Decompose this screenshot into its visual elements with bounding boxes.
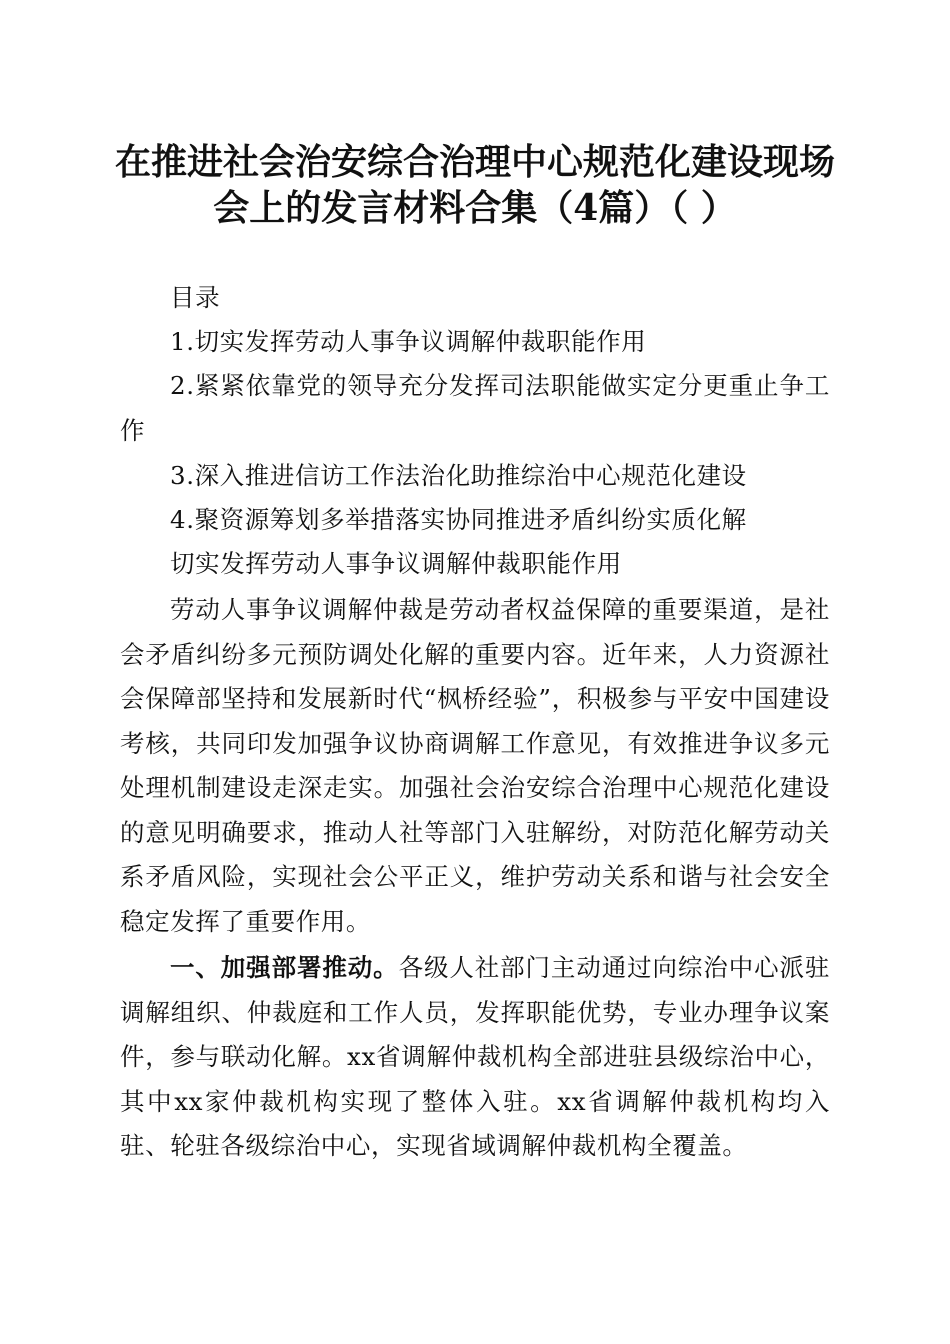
document-title-line-1: 在推进社会治安综合治理中心规范化建设现场: [114, 141, 835, 183]
paragraph-2: [120, 946, 830, 1169]
paragraph-1: 劳动人事争议调解仲裁是劳动者权益保障的重要渠道，是社会矛盾纠纷多元预防调处化解的重要内容。近年来，人力资源社会保障部坚持和发展新时代“枫桥经验”，积极参与平安中国建设考核，共同印发加强争议协商调解工作意见，有效推进争议多元处理机制建设走深走实。加强社会治安综合治理中心规范化建设的意见明确要求，推动人社等部门入驻解纷，对防范化解劳动关系矛盾风险，实现社会公平正义，维护劳动关系和谐与社会安全稳定发挥了重要作用。: [120, 595, 830, 936]
toc-item-4: 4.聚资源筹划多举措落实协同推进矛盾纠纷实质化解: [170, 505, 747, 534]
paragraph-2-body: 各级人社部门主动通过向综治中心派驻调解组织、仲裁庭和工作人员，发挥职能优势，专业办理争议案件，参与联动化解。xx省调解仲裁机构全部进驻县级综治中心，其中xx家仲裁机构实现了整体入驻。xx省调解仲裁机构均入驻、轮驻各级综治中心，实现省域调解仲裁机构全覆盖。: [120, 953, 830, 1160]
toc-heading: 目录: [170, 283, 221, 312]
toc-item-2: 2.紧紧依靠党的领导充分发挥司法职能做实定分更重止争工作: [120, 371, 830, 445]
document-title-line-2: 会上的发言材料合集（4篇）（ ）: [213, 187, 737, 229]
toc-item-3: 3.深入推进信访工作法治化助推综治中心规范化建设: [170, 461, 747, 490]
section-title: 切实发挥劳动人事争议调解仲裁职能作用: [170, 549, 622, 578]
toc-item-1: 1.切实发挥劳动人事争议调解仲裁职能作用: [170, 327, 647, 356]
paragraph-2-lead: 一、加强部署推动。: [170, 953, 399, 982]
